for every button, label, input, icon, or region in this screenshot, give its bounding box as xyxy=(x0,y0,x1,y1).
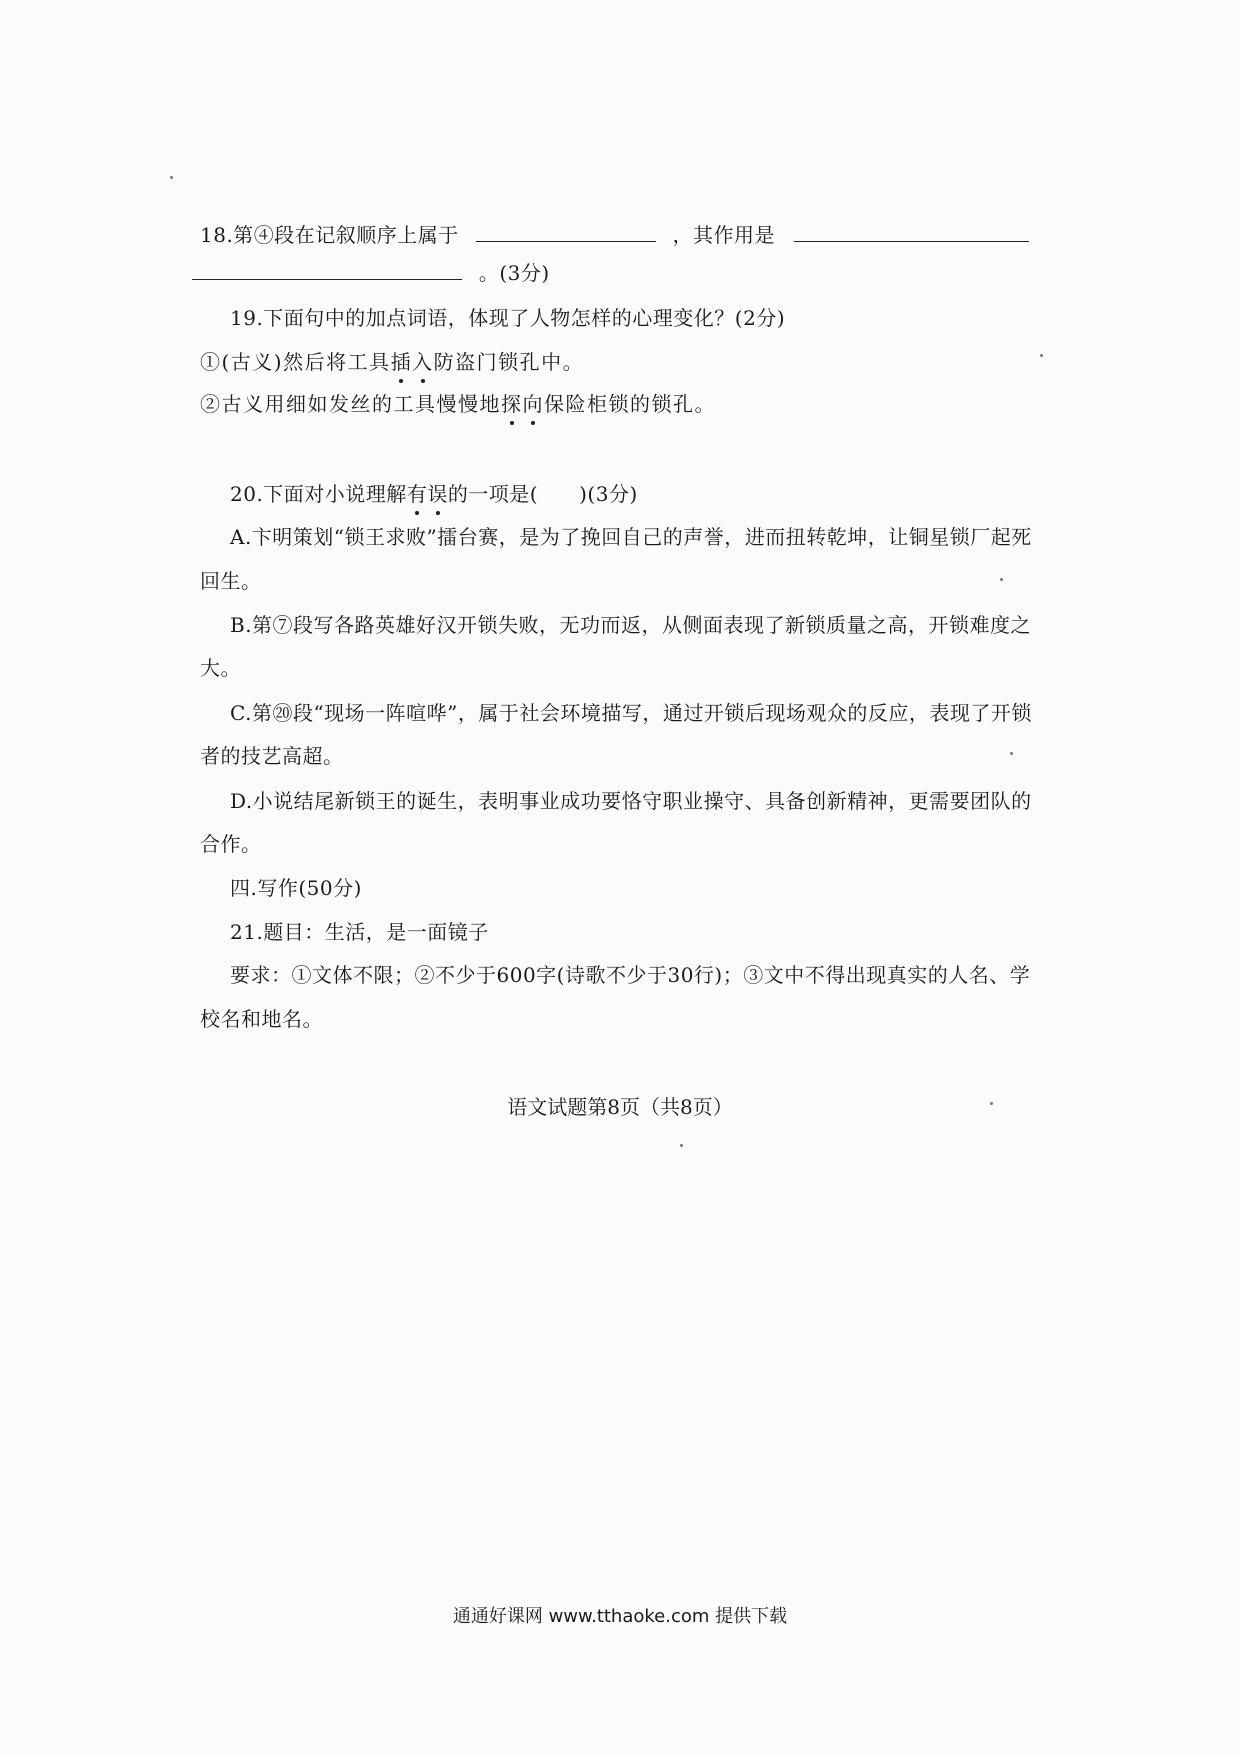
q20-option-b-line2: 大。 xyxy=(200,656,241,680)
q20-option-b-line1: B.第⑦段写各路英雄好汉开锁失败，无功而返，从侧面表现了新锁质量之高，开锁难度之 xyxy=(230,613,1032,637)
q18-blank-1[interactable] xyxy=(476,221,656,242)
scan-speck xyxy=(680,1144,683,1147)
section-writing-heading: 四.写作(50分) xyxy=(230,876,362,900)
q19-sentence-1 xyxy=(200,347,1060,377)
q21-requirements-line2: 校名和地名。 xyxy=(200,1007,323,1031)
scan-speck xyxy=(1010,752,1013,755)
q18-line1 xyxy=(200,220,1060,250)
q19-s1-part-a: ①(古义)然后将工具 xyxy=(200,350,391,374)
q20-option-d-line1: D.小说结尾新锁王的诞生，表明事业成功要恪守职业操守、具备创新精神，更需要团队的 xyxy=(230,789,1032,813)
q19-s1-part-d: 防盗门锁孔中。 xyxy=(433,350,585,374)
q18-line2 xyxy=(192,258,1052,288)
q18-end: 。(3分) xyxy=(478,261,550,285)
scan-speck xyxy=(170,176,173,179)
q21-requirements-line1: 要求：①文体不限；②不少于600字(诗歌不少于30行)；③文中不得出现真实的人名、学 xyxy=(230,963,1031,987)
q19-s1-dotted-2: 入 xyxy=(412,350,434,374)
q18-blank-3[interactable] xyxy=(192,259,462,280)
q19-s2-dotted-1: 探 xyxy=(501,392,523,416)
q20-stem-d: 的一项是( )(3分) xyxy=(447,482,638,506)
q19-sentence-2 xyxy=(200,389,1060,419)
page-footer: 语文试题第8页（共8页） xyxy=(507,1095,733,1119)
q18-middle: ，其作用是 xyxy=(672,223,776,247)
q19-stem: 19.下面句中的加点词语，体现了人物怎样的心理变化？(2分) xyxy=(230,306,786,330)
q20-option-a-line2: 回生。 xyxy=(200,569,262,593)
q19-s2-part-d: 保险柜锁的锁孔。 xyxy=(544,392,716,416)
q21-title: 21.题目：生活，是一面镜子 xyxy=(230,920,489,944)
q19-s1-dotted-1: 插 xyxy=(390,350,413,374)
q19-s2-dotted-2: 向 xyxy=(522,392,544,416)
q20-dotted-2: 误 xyxy=(427,482,448,506)
scan-speck xyxy=(1000,578,1003,581)
q20-option-a-line1: A.卞明策划“锁王求败”擂台赛，是为了挽回自己的声誉，进而扭转乾坤，让铜星锁厂起死 xyxy=(230,525,1032,549)
q18-prefix: 18.第④段在记叙顺序上属于 xyxy=(200,223,459,247)
q20-option-c-line1: C.第⑳段“现场一阵喧哗”，属于社会环境描写，通过开锁后现场观众的反应，表现了开锁 xyxy=(230,701,1032,725)
site-watermark: 通通好课网 www.tthaoke.com 提供下载 xyxy=(452,1606,788,1627)
q20-stem-a: 20.下面对小说理解 xyxy=(230,482,407,506)
q19-s2-part-a: ②古义用细如发丝的工具慢慢地 xyxy=(200,392,501,416)
q20-option-d-line2: 合作。 xyxy=(200,832,262,856)
q18-blank-2[interactable] xyxy=(794,221,1029,242)
q20-dotted-1: 有 xyxy=(406,482,428,506)
scan-speck xyxy=(1040,354,1043,357)
scan-speck xyxy=(990,1102,993,1105)
q20-option-c-line2: 者的技艺高超。 xyxy=(200,744,344,768)
q20-stem xyxy=(230,479,1060,509)
